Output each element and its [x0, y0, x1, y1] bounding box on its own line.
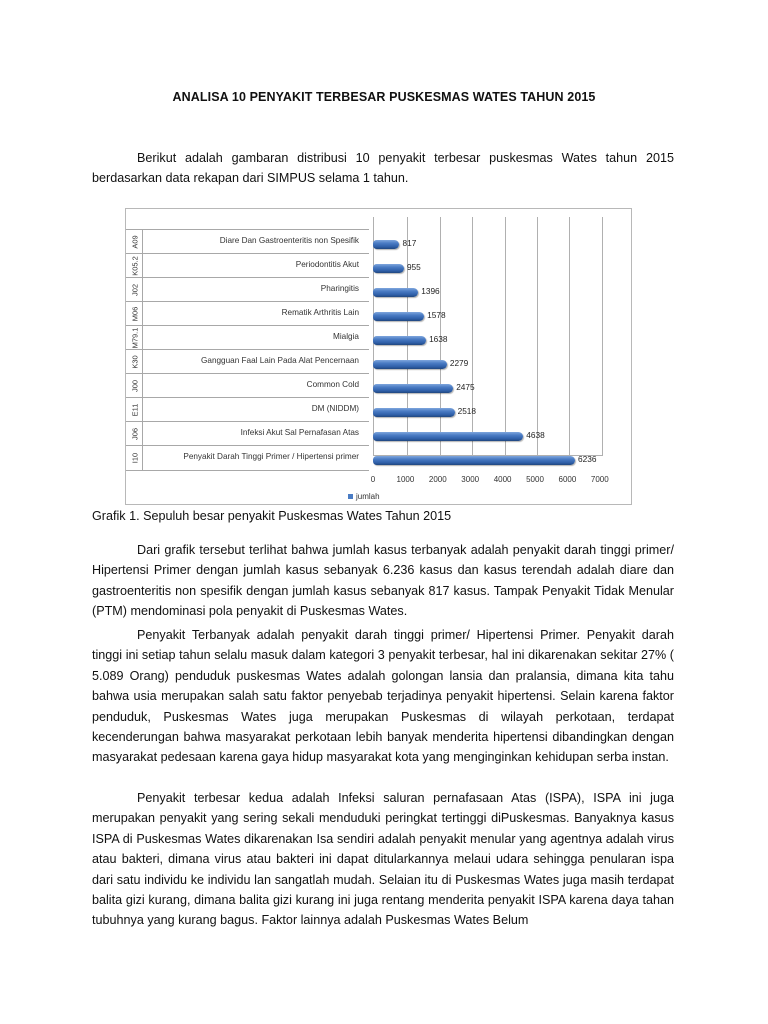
category-code: K05.2 [128, 254, 143, 278]
legend-label: jumlah [356, 492, 380, 501]
category-name: Diare Dan Gastroenteritis non Spesifik [219, 236, 359, 245]
category-code: J02 [128, 278, 143, 302]
category-row [126, 445, 369, 471]
chart-legend [348, 492, 380, 501]
category-name: Pharingitis [320, 284, 359, 293]
gridline [602, 217, 603, 455]
bar [373, 408, 455, 417]
bar-value-label: 1638 [429, 334, 448, 344]
gridline [472, 217, 473, 455]
category-name: DM (NIDDM) [311, 404, 359, 413]
category-row [126, 229, 369, 254]
x-tick-label: 7000 [590, 475, 609, 484]
bar [373, 240, 399, 249]
bar-value-label: 817 [402, 238, 417, 248]
bar-value-label: 1578 [427, 310, 446, 320]
category-name: Penyakit Darah Tinggi Primer / Hipertensi primer [183, 452, 359, 461]
category-row [126, 301, 369, 326]
category-row [126, 253, 369, 278]
category-name: Common Cold [306, 380, 359, 389]
gridline [505, 217, 506, 455]
category-name: Infeksi Akut Sal Pernafasan Atas [240, 428, 359, 437]
bar [373, 360, 447, 369]
bar [373, 264, 404, 273]
gridline [569, 217, 570, 455]
category-code: J06 [128, 422, 143, 446]
category-name: Periodontitis Akut [295, 260, 359, 269]
legend-swatch-icon [348, 494, 353, 499]
bar-chart [125, 208, 632, 505]
x-tick-label: 5000 [526, 475, 544, 484]
bar-value-label: 1396 [421, 286, 440, 296]
bar-value-label: 2475 [456, 382, 475, 392]
paragraph-1: Dari grafik tersebut terlihat bahwa jumlah kasus terbanyak adalah penyakit darah tinggi primer/ Hipertensi Primer dengan jumlah kasus sebanyak 6.236 kasus dan kasus terendah adalah diare dan gastroenteritis non spesifik dengan jumlah kasus sebanyak 817 kasus. Tampak Penyakit Tidak Menular (PTM) mendominasi pola penyakit di Puskesmas Wates. [92, 543, 674, 619]
bar [373, 336, 426, 345]
category-row [126, 325, 369, 350]
category-code: A09 [128, 230, 143, 254]
plot-area [370, 217, 613, 484]
category-code: J00 [128, 374, 143, 398]
bar [373, 384, 453, 393]
category-row [126, 421, 369, 446]
x-tick-label: 0 [370, 475, 376, 484]
x-tick-label: 1000 [396, 475, 415, 484]
gridline [537, 217, 538, 455]
bar [373, 312, 424, 321]
category-name: Rematik Arthritis Lain [281, 308, 359, 317]
bar-value-label: 955 [406, 262, 421, 272]
category-code: E11 [128, 398, 143, 422]
document-title: ANALISA 10 PENYAKIT TERBESAR PUSKESMAS WATES TAHUN 2015 [172, 90, 596, 104]
category-code: M06 [128, 302, 143, 326]
category-row [126, 397, 369, 422]
bar-value-label: 2518 [457, 406, 477, 416]
intro-paragraph: Berikut adalah gambaran distribusi 10 penyakit terbesar puskesmas Wates tahun 2015 berdasarkan data rekapan dari SIMPUS selama 1 tahun. [92, 151, 674, 186]
category-name: Gangguan Faal Lain Pada Alat Pencernaan [201, 356, 359, 365]
x-tick-label: 2000 [428, 475, 447, 484]
category-code: M79.1 [128, 326, 143, 350]
category-row [126, 349, 369, 374]
bar [373, 456, 575, 465]
category-name: Mialgia [333, 332, 359, 341]
category-row [126, 277, 369, 302]
x-tick-label: 4000 [493, 475, 512, 484]
x-tick-label: 6000 [558, 475, 577, 484]
bar [373, 432, 523, 441]
chart-caption: Grafik 1. Sepuluh besar penyakit Puskesmas Wates Tahun 2015 [92, 509, 452, 523]
paragraph-2: Penyakit Terbanyak adalah penyakit darah tinggi primer/ Hipertensi Primer. Penyakit darah tinggi ini setiap tahun selalu masuk dalam kategori 3 penyakit terbesar, hal ini dikarenakan sekitar 27% ( 5.089 Orang) penduduk puskesmas Wates adalah golongan lansia dan pralansia, dimana kita tahu bahwa usia merupakan salah satu faktor penyebab terjadinya penyakit hipertensi. Selain karena faktor penduduk, Puskesmas Wates juga merupakan Puskesmas di wilayah perkotaan, terdapat kecenderungan bahwa masyarakat perkotaan lebih banyak menderita hipertensi dibandingkan dengan masyarakat pedesaan karena gaya hidup masyarakat kota yang menginginkan kehidupan serba instan. [92, 628, 674, 765]
category-code: I10 [128, 446, 143, 470]
bar-value-label: 4638 [526, 430, 545, 440]
bar [373, 288, 418, 297]
bar-value-label: 2279 [449, 358, 469, 368]
category-code: K30 [128, 350, 143, 374]
x-tick-label: 3000 [461, 475, 480, 484]
bar-value-label: 6236 [578, 454, 597, 464]
category-row [126, 373, 369, 398]
paragraph-3: Penyakit terbesar kedua adalah Infeksi saluran pernafasaan Atas (ISPA), ISPA ini juga merupakan penyakit yang sering sekali menduduki peringkat tertinggi diPuskesmas. Banyaknya kasus ISPA di Puskesmas Wates dikarenakan Isa sendiri adalah penyakit menular yang agentnya adalah virus atau bakteri, dimana virus atau bakteri ini dapat ditularkannya melaui udara sehingga penularan ispa dari satu individu ke individu lan sangatlah mudah. Selaian itu di Puskesmas Wates juga masih terdapat balita gizi kurang, dimana balita gizi kurang ini juga rentang menderita penyakit ISPA karena daya tahan tubuhnya yang kurang bagus. Faktor lainnya adalah Puskesmas Wates Belum [92, 791, 674, 928]
